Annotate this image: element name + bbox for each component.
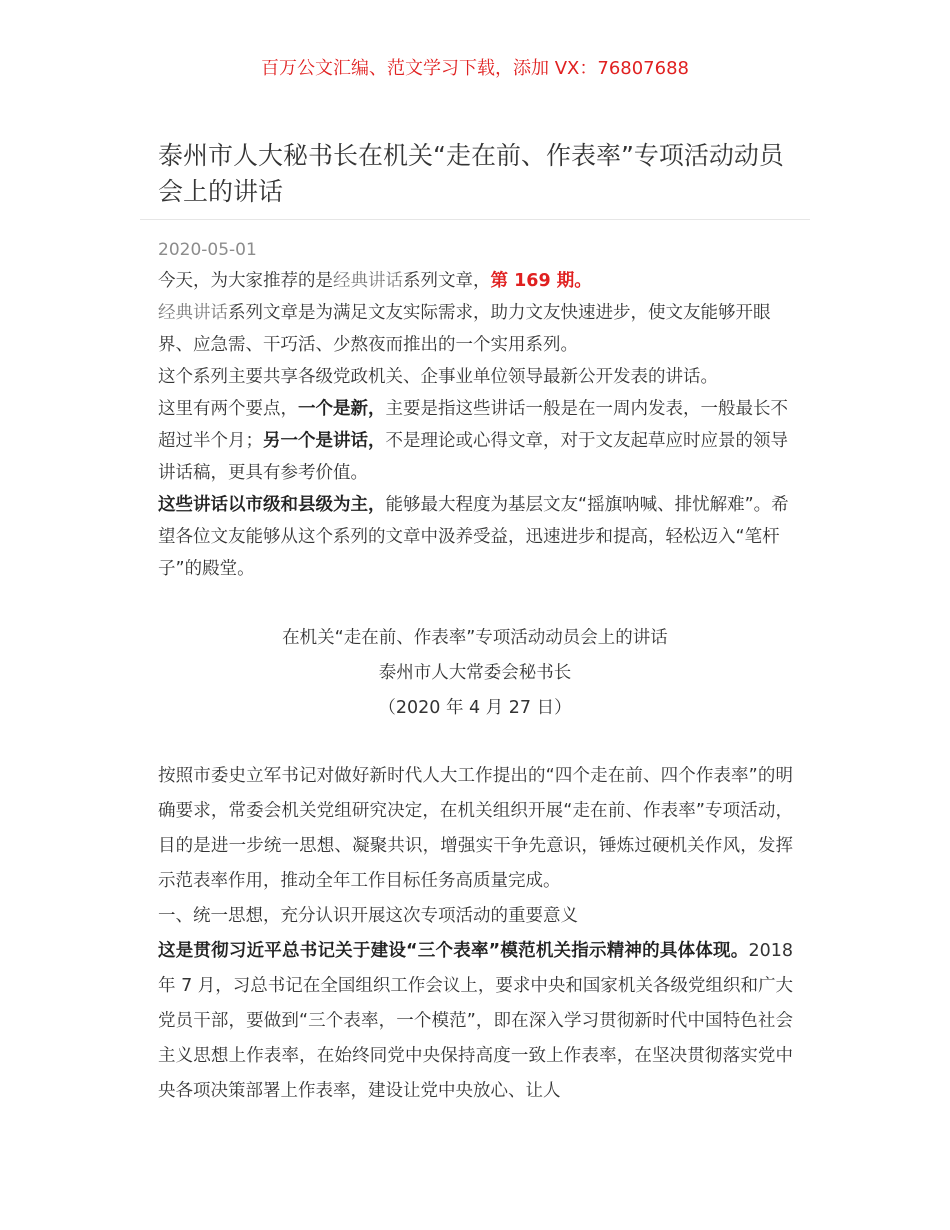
- intro-text: 主要是指这些讲话一般是在一周内发表，一般最长不超过半个月；: [158, 399, 788, 451]
- intro-text: 系列文章，: [403, 271, 491, 291]
- intro-paragraph-3: 这个系列主要共享各级党政机关、企事业单位领导最新公开发表的讲话。: [158, 367, 718, 387]
- series-name: 经典讲话: [333, 271, 403, 291]
- intro-text: 系列文章是为满足文友实际需求，助力文友快速进步，使文友能够开眼界、应急需、干巧活、少熬夜而推出的一个实用系列。: [158, 303, 771, 355]
- speech-date: （2020 年 4 月 27 日）: [378, 698, 572, 718]
- body-paragraph-1: 按照市委史立军书记对做好新时代人大工作提出的“四个走在前、四个作表率”的明确要求，常委会机关党组研究决定，在机关组织开展“走在前、作表率”专项活动，目的是进一步统一思想、凝聚共识，增强实干争先意识，锤炼过硬机关作风，发挥示范表率作用，推动全年工作目标任务高质量完成。: [158, 766, 793, 891]
- intro-bold: 另一个是讲话，: [263, 431, 386, 451]
- section-heading-1: 一、统一思想，充分认识开展这次专项活动的重要意义: [158, 906, 578, 926]
- speech-speaker: 泰州市人大常委会秘书长: [378, 663, 572, 683]
- intro-text: 能够最大程度为基层文友“摇旗呐喊、排忧解难”。希望各位文友能够从这个系列的文章中汲养受益，迅速进步和提高，轻松迈入“笔杆子”的殿堂。: [158, 495, 789, 579]
- intro-paragraph-1: [158, 265, 793, 297]
- intro-paragraph-2: [158, 297, 793, 361]
- intro-bold: 这些讲话以市级和县级为主，: [158, 495, 386, 515]
- promo-banner: 百万公文汇编、范文学习下载，添加 VX：76807688: [261, 58, 689, 79]
- series-intro: [158, 265, 793, 585]
- body-text: 2018 年 7 月，习总书记在全国组织工作会议上，要求中央和国家机关各级党组织和广大党员干部，要做到“三个表率，一个模范”，即在深入学习贯彻新时代中国特色社会主义思想上作表率，在始终同党中央保持高度一致上作表率，在坚决贯彻落实党中央各项决策部署上作表率，建设让党中央放心、让人: [158, 941, 793, 1101]
- intro-text: 不是理论或心得文章，对于文友起草应时应景的领导讲话稿，更具有参考价值。: [158, 431, 788, 483]
- title-divider: [140, 219, 810, 220]
- intro-paragraph-5: [158, 489, 793, 585]
- intro-text: 这里有两个要点，: [158, 399, 298, 419]
- series-name: 经典讲话: [158, 303, 228, 323]
- speech-heading: 在机关“走在前、作表率”专项活动动员会上的讲话: [282, 628, 668, 648]
- intro-paragraph-4: [158, 393, 793, 489]
- body-paragraph-2: [158, 934, 793, 1109]
- speech-body: [158, 759, 793, 1109]
- speech-header: [0, 621, 950, 726]
- intro-text: 今天，为大家推荐的是: [158, 271, 333, 291]
- intro-bold: 一个是新，: [298, 399, 386, 419]
- article-title: 泰州市人大秘书长在机关“走在前、作表率”专项活动动员会上的讲话: [158, 141, 784, 206]
- publish-date: 2020-05-01: [158, 240, 257, 260]
- body-bold-lead: 这是贯彻习近平总书记关于建设“三个表率”模范机关指示精神的具体体现。: [158, 941, 749, 961]
- issue-number: 第 169 期。: [490, 271, 592, 291]
